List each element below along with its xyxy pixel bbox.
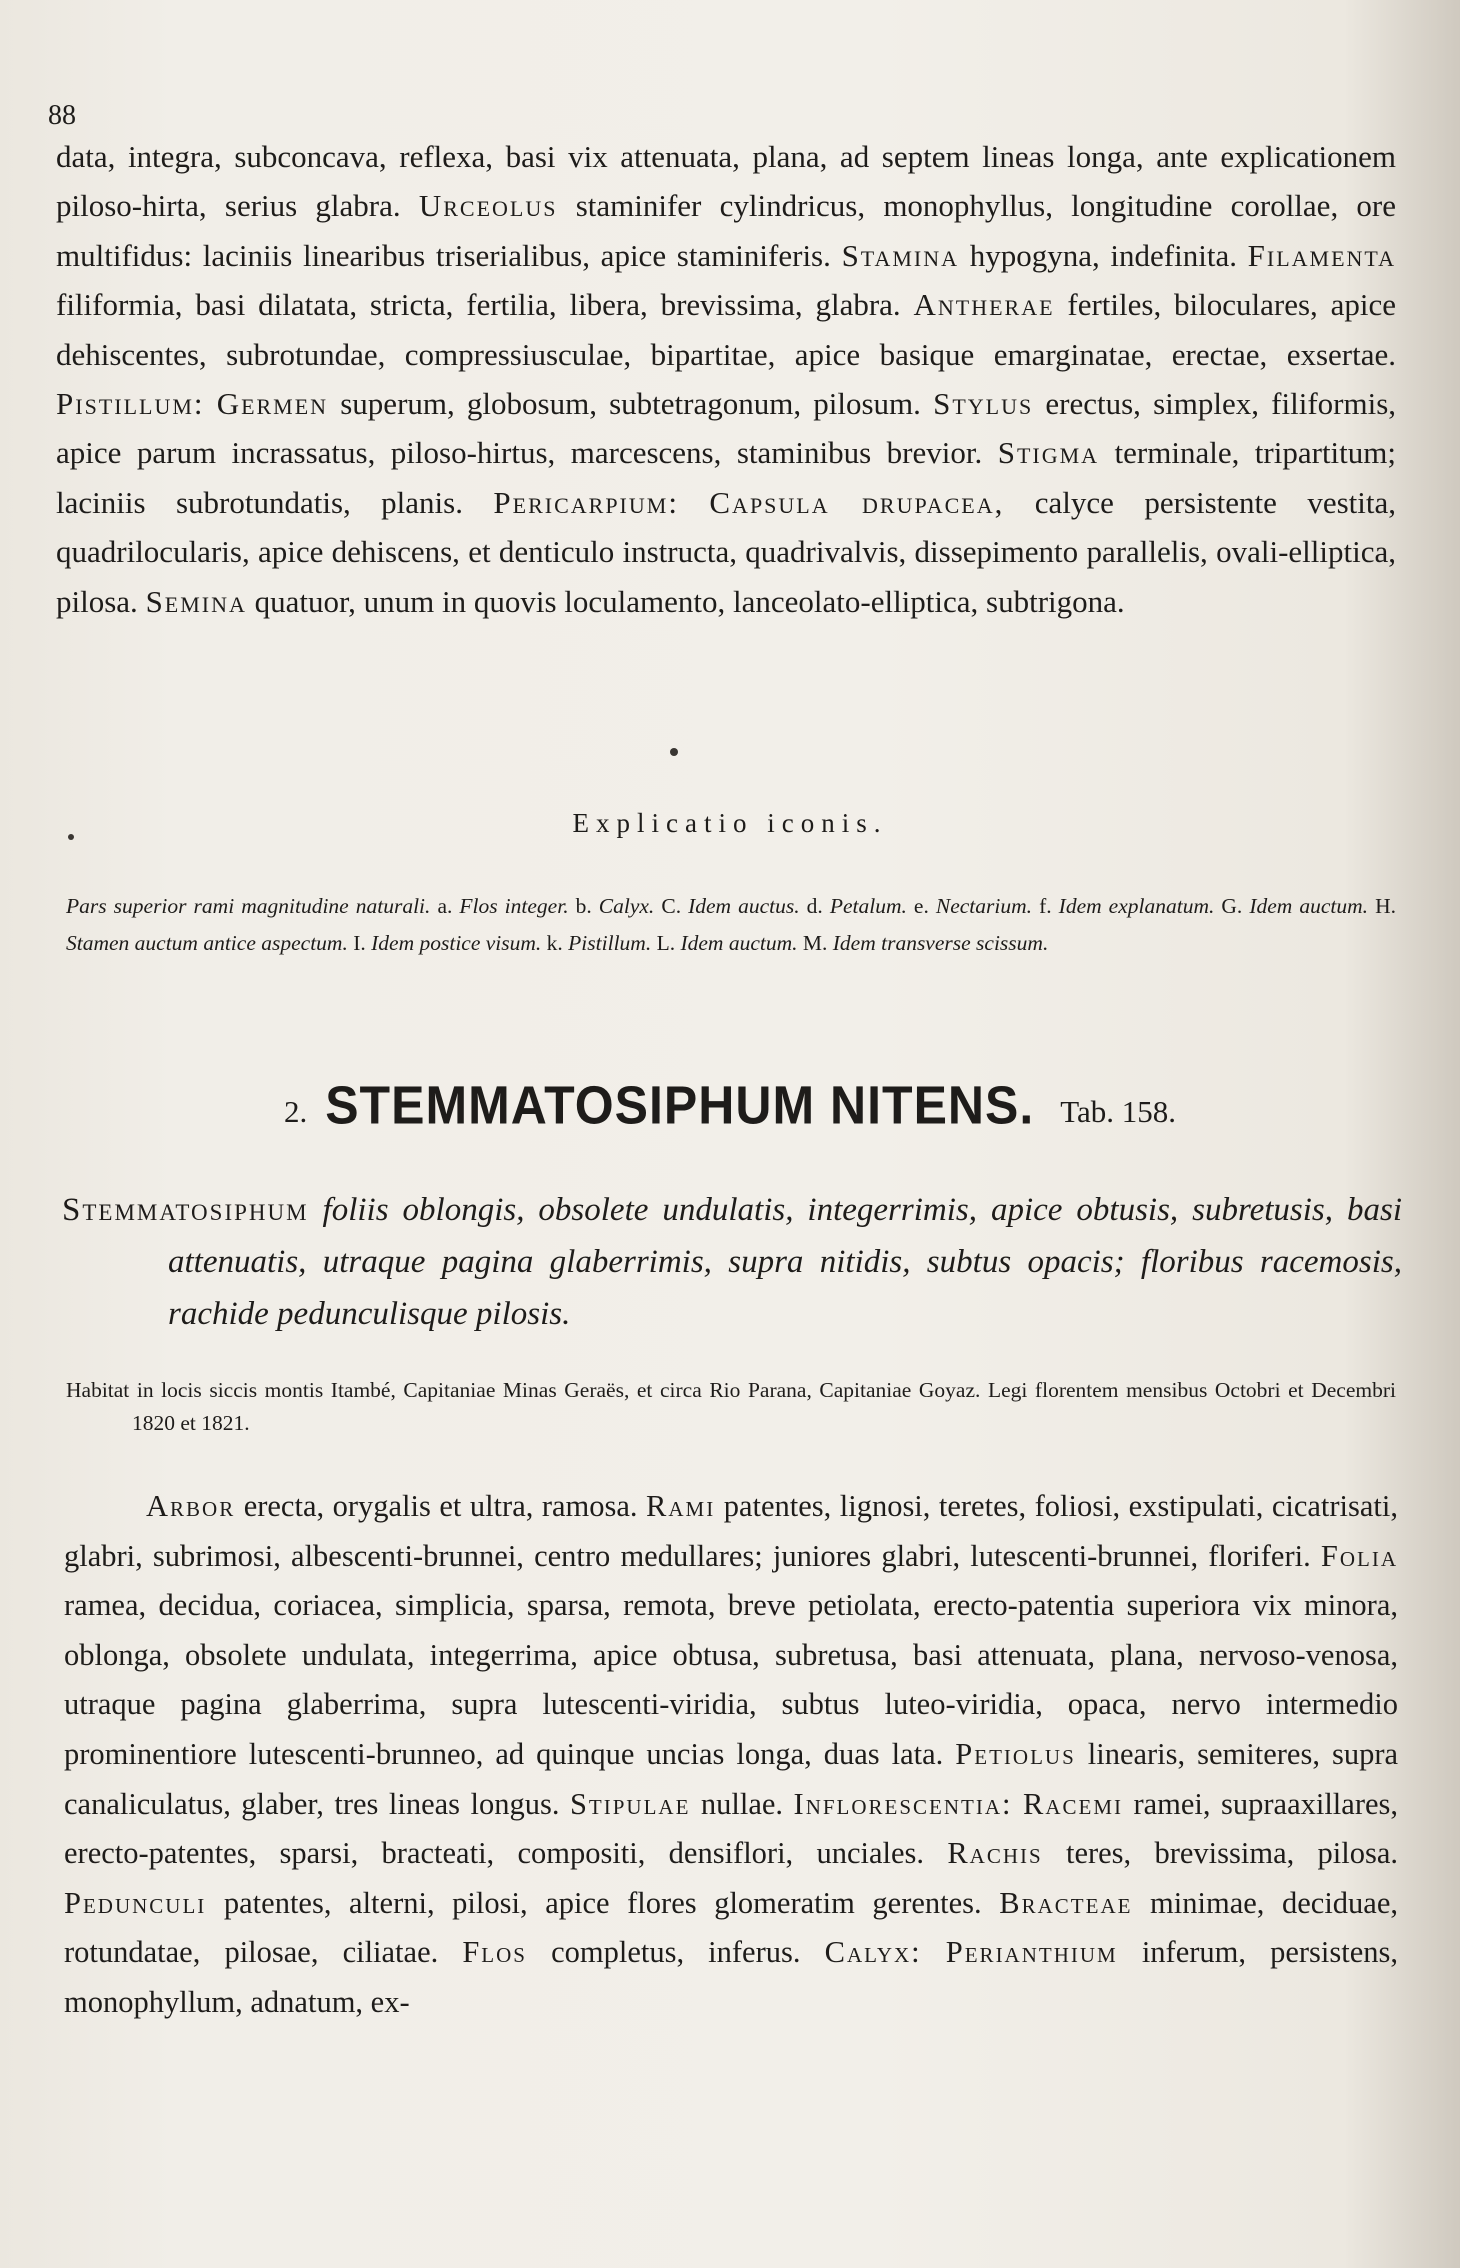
text-run: calyce persistente vestita, quadrilocularis, apice dehiscens, et denticulo instructa, quadrivalvis, dissepimento parallelis, ovali-elliptica, pilosa. xyxy=(56,484,1397,619)
text-run: linearis, semiteres, supra canaliculatus, glaber, tres lineas longus. xyxy=(64,1736,1399,1821)
term-label: Semina xyxy=(145,583,247,619)
term-label: Capsula drupacea, xyxy=(709,484,1005,520)
species-name: STEMMATOSIPHUM NITENS. xyxy=(325,1074,1035,1136)
term-label: Antherae xyxy=(913,287,1055,323)
italic-text: Idem transverse scissum. xyxy=(832,931,1049,955)
italic-text: Calyx. xyxy=(598,894,655,918)
page-number: 88 xyxy=(48,100,76,131)
body-text xyxy=(64,1482,1398,2028)
text-run: teres, brevissima, pilosa. xyxy=(1042,1836,1398,1871)
text-run: k. xyxy=(541,931,569,955)
term-label: Stigma xyxy=(997,435,1100,471)
text-run: patentes, alterni, pilosi, apice flores glomeratim gerentes. xyxy=(206,1885,1000,1920)
italic-text: Pars superior rami magnitudine naturali. xyxy=(66,894,431,918)
term-label: Inflorescentia: xyxy=(793,1786,1013,1821)
term-label: Racemi xyxy=(1022,1786,1123,1821)
text-run: quatuor, unum in quovis loculamento, lanceolato-elliptica, subtrigona. xyxy=(246,583,1125,619)
species-heading xyxy=(0,1076,1460,1134)
term-label: Pericarpium: xyxy=(493,484,679,520)
explicatio-text xyxy=(66,888,1396,962)
italic-text: Idem auctum. xyxy=(680,931,798,955)
text-run: minimae, deciduae, rotundatae, pilosae, ciliatae. xyxy=(64,1885,1398,1970)
text-run: e. xyxy=(906,894,936,918)
italic-text: Idem postice visum. xyxy=(371,931,542,955)
term-label: Stylus xyxy=(933,386,1034,422)
text-run xyxy=(205,386,217,421)
text-run: fertiles, biloculares, apice dehiscentes, subrotundae, compressiusculae, bipartitae, apice basique emarginatae, erectae, exsertae. xyxy=(56,287,1396,372)
text-run: H. xyxy=(1368,894,1396,918)
description-paragraph xyxy=(56,132,1396,626)
term-label: Filamenta xyxy=(1247,237,1396,273)
term-label: Calyx: xyxy=(824,1935,922,1970)
text-run: ramea, decidua, coriacea, simplicia, sparsa, remota, breve petiolata, erecto-patentia superiora vix minora, oblonga, obsolete undulata, integerrima, apice obtusa, subretusa, basi attenuata, plana, nervoso-venosa, utraque pagina glaberrima, supra lutescenti-viridia, subtus luteo-viridia, opaca, nervo intermedio prominentiore lutescenti-brunneo, ad quinque uncias longa, duas lata. xyxy=(64,1588,1398,1771)
text-run: I. xyxy=(347,931,372,955)
text-run: terminale, tripartitum; laciniis subrotundatis, planis. xyxy=(56,435,1397,520)
text-run: superum, globosum, subtetragonum, pilosum. xyxy=(328,386,934,422)
text-run xyxy=(922,1935,946,1969)
text-run: d. xyxy=(799,894,830,918)
term-label: Stipulae xyxy=(569,1786,691,1821)
italic-text: Stamen auctum antice aspectum. xyxy=(66,931,348,955)
species-number: 2. xyxy=(283,1094,308,1129)
diagnosis-text: foliis oblongis, obsolete undulatis, integerrimis, apice obtusis, subretusis, basi attenuatis, utraque pagina glaberrimis, supra nitidis, subtus opacis; floribus racemosis, rachide pedunculisque pilosis. xyxy=(168,1192,1402,1332)
term-label: Pistillum: xyxy=(56,386,205,422)
text-run: C. xyxy=(654,894,689,918)
term-label: Petiolus xyxy=(955,1736,1076,1771)
text-run: patentes, lignosi, teretes, foliosi, exstipulati, cicatrisati, glabri, subrimosi, albescenti-brunnei, centro medullares; juniores glabri, lutescenti-brunnei, floriferi. xyxy=(64,1489,1398,1573)
text-run: hypogyna, indefinita. xyxy=(959,237,1248,273)
ink-spot xyxy=(670,748,678,756)
plate-reference: Tab. 158. xyxy=(1060,1094,1177,1129)
text-run: completus, inferus. xyxy=(526,1935,825,1970)
habitat-text: Habitat in locis siccis montis Itambé, Capitaniae Minas Geraës, et circa Rio Parana, Capitaniae Goyaz. Legi florentem mensibus Octobri et Decembri 1820 et 1821. xyxy=(66,1378,1396,1435)
text-run xyxy=(679,485,709,520)
text-run: erectus, simplex, filiformis, apice parum incrassatus, piloso-hirtus, marcescens, staminibus brevior. xyxy=(56,386,1397,471)
text-run: ramei, supraaxillares, erecto-patentes, sparsi, bracteati, compositi, densiflori, unciales. xyxy=(64,1786,1399,1871)
term-label: Urceolus xyxy=(418,188,558,224)
italic-text: Nectarium. xyxy=(935,894,1033,918)
italic-text: Idem auctus. xyxy=(688,894,800,918)
text-run: f. xyxy=(1032,894,1059,918)
term-label: Flos xyxy=(462,1935,527,1970)
term-label: Rami xyxy=(646,1489,716,1523)
italic-text: Idem explanatum. xyxy=(1058,894,1215,918)
habitat-note xyxy=(66,1374,1396,1440)
italic-text: Petalum. xyxy=(829,894,907,918)
text-run: M. xyxy=(797,931,833,955)
text-run: a. xyxy=(430,894,460,918)
text-run: filiformia, basi dilatata, stricta, fertilia, libera, brevissima, glabra. xyxy=(56,287,914,323)
text-run: erecta, orygalis et ultra, ramosa. xyxy=(235,1489,647,1523)
text-run: data, integra, subconcava, reflexa, basi vix attenuata, plana, ad septem lineas longa, ante explicationem piloso-hirta, serius glabra. xyxy=(56,139,1396,224)
italic-text: Pistillum. xyxy=(568,931,652,955)
italic-text: Idem auctum. xyxy=(1249,894,1369,918)
term-label: Pedunculi xyxy=(64,1885,207,1920)
term-label: Arbor xyxy=(146,1489,236,1523)
term-label: Germen xyxy=(216,386,329,422)
text-run: L. xyxy=(651,931,681,955)
text-run: b. xyxy=(568,894,599,918)
term-label: Folia xyxy=(1320,1538,1398,1573)
body-paragraph xyxy=(64,1482,1398,2028)
term-label: Perianthium xyxy=(945,1935,1118,1970)
text-run xyxy=(1013,1787,1023,1821)
explicatio-heading: Explicatio iconis. xyxy=(572,808,888,838)
text-run: G. xyxy=(1214,894,1250,918)
term-label: Bracteae xyxy=(999,1885,1133,1920)
text-run: nullae. xyxy=(690,1786,794,1821)
term-label: Rachis xyxy=(947,1836,1043,1871)
term-label: Stamina xyxy=(841,237,960,273)
diagnosis-genus: Stemmatosiphum xyxy=(62,1192,309,1228)
text-run: inferum, persistens, monophyllum, adnatum, ex- xyxy=(64,1935,1399,2019)
species-diagnosis xyxy=(62,1184,1402,1340)
text-run: staminifer cylindricus, monophyllus, longitudine corollae, ore multifidus: laciniis linearibus triserialibus, apice staminiferis. xyxy=(56,188,1396,273)
italic-text: Flos integer. xyxy=(459,894,569,918)
